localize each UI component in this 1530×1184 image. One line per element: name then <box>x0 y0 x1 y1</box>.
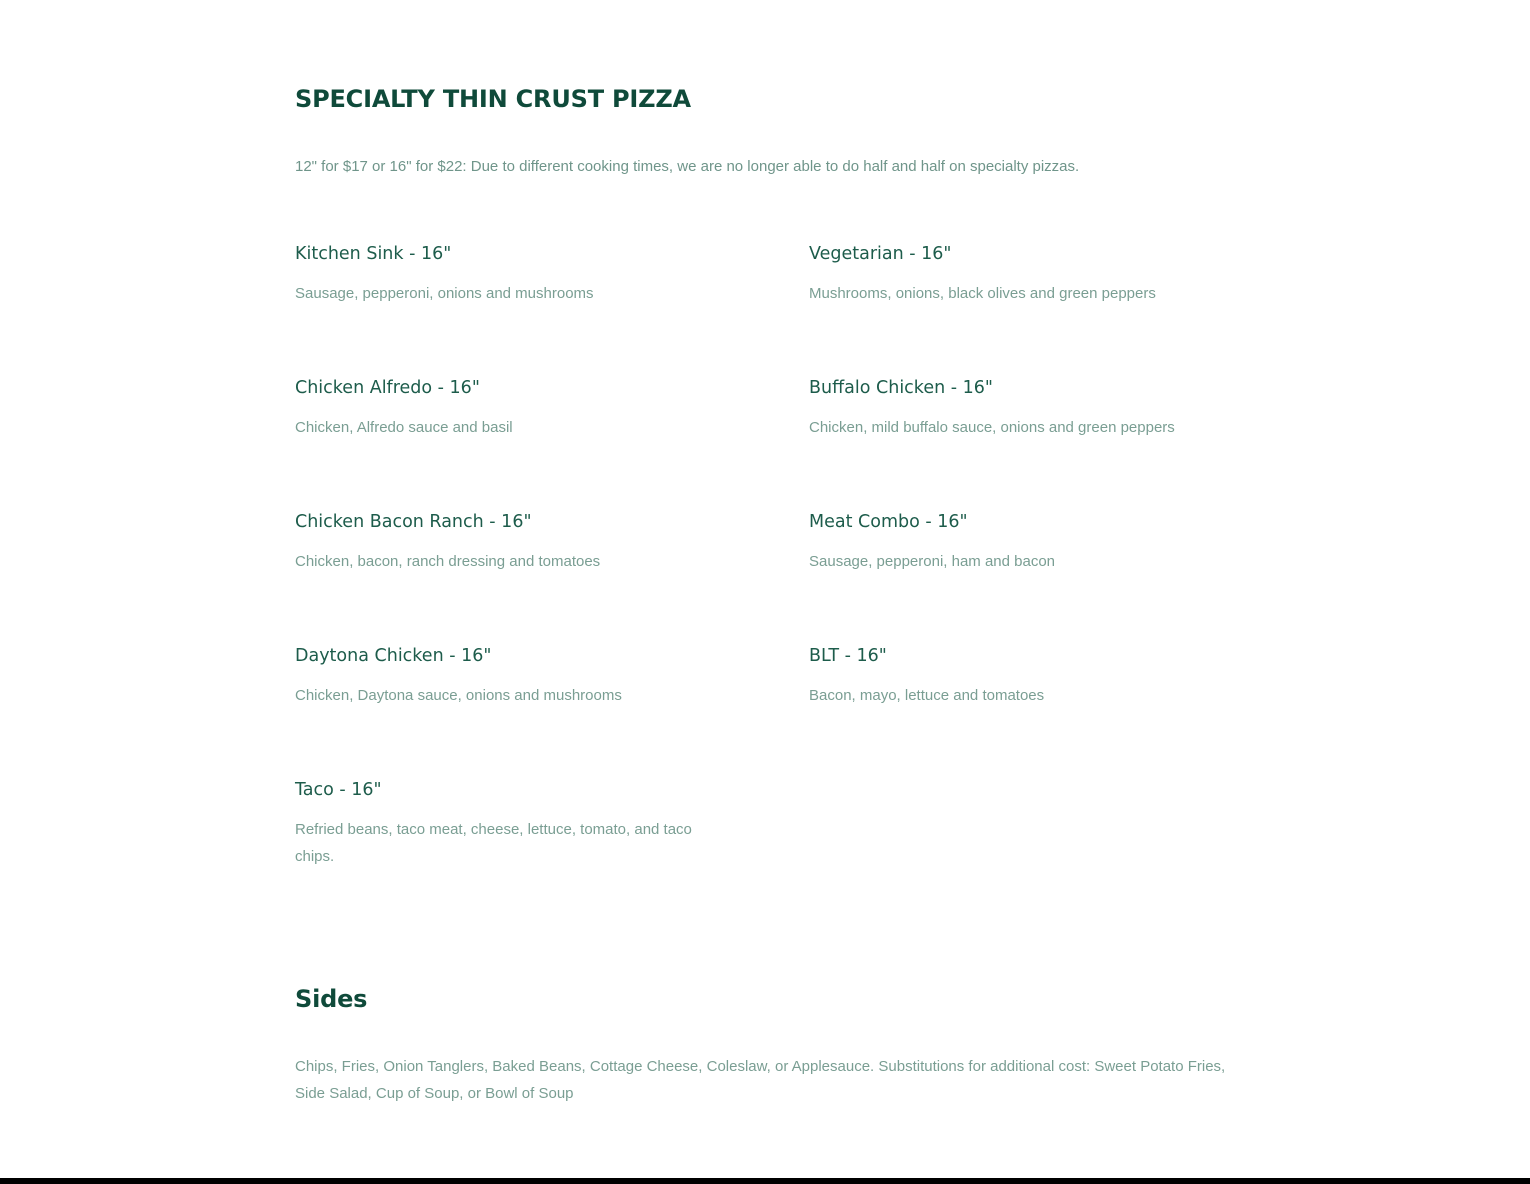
menu-item-chicken-bacon-ranch <box>295 510 725 575</box>
menu-item-description: Mushrooms, onions, black olives and green peppers <box>809 285 1156 302</box>
menu-item-description: Sausage, pepperoni, ham and bacon <box>809 553 1056 570</box>
menu-item-chicken-alfredo <box>295 376 725 441</box>
menu-item-meat-combo <box>809 510 1239 575</box>
menu-item-blt <box>809 644 1239 709</box>
menu-item-taco <box>295 778 725 870</box>
section-title-specialty-pizza: SPECIALTY THIN CRUST PIZZA <box>295 85 691 113</box>
menu-item-name: Kitchen Sink - 16" <box>295 244 452 264</box>
menu-item-name: Meat Combo - 16" <box>809 512 968 532</box>
section-title-sides: Sides <box>295 985 368 1013</box>
menu-item-name: Buffalo Chicken - 16" <box>809 378 993 398</box>
sides-description: Chips, Fries, Onion Tanglers, Baked Beans, Cottage Cheese, Coleslaw, or Applesauce. Substitutions for additional cost: Sweet Potato Fries, Side Salad, Cup of Soup, or Bowl of Soup <box>295 1058 1226 1102</box>
menu-item-name: Taco - 16" <box>295 780 382 800</box>
menu-item-description: Chicken, Daytona sauce, onions and mushrooms <box>295 687 622 704</box>
menu-item-description: Chicken, Alfredo sauce and basil <box>295 419 513 436</box>
menu-item-name: Vegetarian - 16" <box>809 244 952 264</box>
menu-item-buffalo-chicken <box>809 376 1239 441</box>
menu-item-daytona-chicken <box>295 644 725 709</box>
footer-bar <box>0 1178 1530 1184</box>
menu-item-description: Chicken, mild buffalo sauce, onions and green peppers <box>809 419 1175 436</box>
menu-item-description: Chicken, bacon, ranch dressing and tomatoes <box>295 553 601 570</box>
menu-item-description: Sausage, pepperoni, onions and mushrooms <box>295 285 594 302</box>
menu-item-vegetarian <box>809 242 1239 307</box>
menu-item-name: Chicken Bacon Ranch - 16" <box>295 512 532 532</box>
menu-item-description: Refried beans, taco meat, cheese, lettuce, tomato, and taco chips. <box>295 821 692 865</box>
pizza-pricing-note: 12" for $17 or 16" for $22: Due to different cooking times, we are no longer able to do half and half on specialty pizzas. <box>295 158 1080 175</box>
menu-item-kitchen-sink <box>295 242 725 307</box>
menu-item-description: Bacon, mayo, lettuce and tomatoes <box>809 687 1045 704</box>
menu-item-name: Daytona Chicken - 16" <box>295 646 492 666</box>
menu-item-name: Chicken Alfredo - 16" <box>295 378 480 398</box>
menu-item-name: BLT - 16" <box>809 646 887 666</box>
